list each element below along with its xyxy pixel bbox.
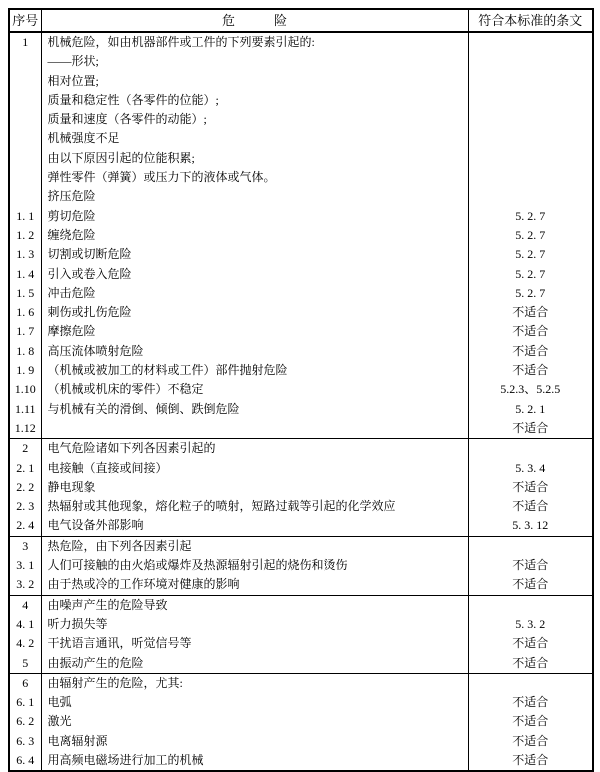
clause-cell: 不适合 (468, 303, 593, 322)
serial-number-cell: 3. 2 (9, 575, 41, 595)
hazard-cell: 质量和速度（各零件的动能）; (41, 110, 468, 129)
header-serial-number: 序号 (9, 9, 41, 32)
serial-number-cell: 1.11 (9, 400, 41, 419)
table-row (9, 712, 593, 731)
clause-cell: 不适合 (468, 322, 593, 341)
hazard-cell: 冲击危险 (41, 284, 468, 303)
serial-number-cell: 1. 3 (9, 245, 41, 264)
clause-cell (468, 536, 593, 556)
table-row (9, 732, 593, 751)
hazard-cell: 由于热或冷的工作环境对健康的影响 (41, 575, 468, 595)
hazard-cell: 由以下原因引起的位能积累; (41, 149, 468, 168)
table-row (9, 303, 593, 322)
serial-number-cell (9, 129, 41, 148)
table-row (9, 129, 593, 148)
table-row (9, 265, 593, 284)
hazard-cell: 电气危险诸如下列各因素引起的 (41, 439, 468, 459)
hazard-cell: 用高频电磁场进行加工的机械 (41, 751, 468, 771)
clause-cell (468, 91, 593, 110)
clause-cell: 5. 2. 7 (468, 284, 593, 303)
clause-cell (468, 32, 593, 52)
serial-number-cell (9, 52, 41, 71)
clause-cell: 不适合 (468, 751, 593, 771)
table-row (9, 419, 593, 439)
header-hazard: 危 险 (41, 9, 468, 32)
hazard-cell: 电接触（直接或间接） (41, 459, 468, 478)
serial-number-cell: 1. 1 (9, 207, 41, 226)
hazard-cell: 人们可接触的由火焰或爆炸及热源辐射引起的烧伤和烫伤 (41, 556, 468, 575)
serial-number-cell: 4. 2 (9, 634, 41, 653)
clause-cell (468, 110, 593, 129)
serial-number-cell (9, 72, 41, 91)
hazard-cell: 摩擦危险 (41, 322, 468, 341)
table-row (9, 168, 593, 187)
hazard-cell: 干扰语言通讯，听觉信号等 (41, 634, 468, 653)
table-row (9, 439, 593, 459)
hazard-cell: （机械或机床的零件）不稳定 (41, 380, 468, 399)
hazard-cell: 电弧 (41, 693, 468, 712)
serial-number-cell: 2. 4 (9, 516, 41, 536)
hazard-cell: 高压流体喷射危险 (41, 342, 468, 361)
table-row (9, 52, 593, 71)
hazard-cell: （机械或被加工的材料或工件）部件抛射危险 (41, 361, 468, 380)
table-row (9, 226, 593, 245)
clause-cell: 不适合 (468, 419, 593, 439)
table-row (9, 400, 593, 419)
clause-cell: 不适合 (468, 634, 593, 653)
clause-cell (468, 149, 593, 168)
serial-number-cell: 1. 6 (9, 303, 41, 322)
serial-number-cell: 3 (9, 536, 41, 556)
clause-cell: 不适合 (468, 478, 593, 497)
table-row (9, 497, 593, 516)
clause-cell (468, 595, 593, 615)
hazard-cell: 刺伤或扎伤危险 (41, 303, 468, 322)
hazard-cell: 质量和稳定性（各零件的位能）; (41, 91, 468, 110)
serial-number-cell: 3. 1 (9, 556, 41, 575)
serial-number-cell: 4. 1 (9, 615, 41, 634)
serial-number-cell (9, 110, 41, 129)
serial-number-cell: 2 (9, 439, 41, 459)
clause-cell: 5.2.3、5.2.5 (468, 380, 593, 399)
table-row (9, 380, 593, 399)
table-row (9, 575, 593, 595)
hazard-cell (41, 419, 468, 439)
hazard-cell: 听力损失等 (41, 615, 468, 634)
clause-cell: 不适合 (468, 732, 593, 751)
header-row (9, 9, 593, 32)
serial-number-cell: 1. 7 (9, 322, 41, 341)
serial-number-cell: 6. 1 (9, 693, 41, 712)
hazard-cell: 热危险，由下列各因素引起 (41, 536, 468, 556)
hazard-cell: 剪切危险 (41, 207, 468, 226)
hazard-cell: 静电现象 (41, 478, 468, 497)
hazard-cell: 由振动产生的危险 (41, 654, 468, 674)
serial-number-cell: 1. 9 (9, 361, 41, 380)
table-row (9, 595, 593, 615)
table-row (9, 536, 593, 556)
clause-cell: 5. 2. 7 (468, 226, 593, 245)
clause-cell (468, 168, 593, 187)
serial-number-cell: 1. 4 (9, 265, 41, 284)
table-row (9, 32, 593, 52)
header-conforming-clause: 符合本标准的条文 (468, 9, 593, 32)
hazard-cell: 电气设备外部影响 (41, 516, 468, 536)
table-row (9, 615, 593, 634)
hazard-cell: 由辐射产生的危险，尤其: (41, 673, 468, 693)
hazard-cell: 缠绕危险 (41, 226, 468, 245)
clause-cell: 不适合 (468, 712, 593, 731)
serial-number-cell: 6. 4 (9, 751, 41, 771)
table-row (9, 149, 593, 168)
serial-number-cell: 6. 3 (9, 732, 41, 751)
table-row (9, 751, 593, 771)
serial-number-cell (9, 187, 41, 206)
hazard-cell: ——形状; (41, 52, 468, 71)
serial-number-cell: 6. 2 (9, 712, 41, 731)
table-row (9, 207, 593, 226)
table-row (9, 634, 593, 653)
table-row (9, 245, 593, 264)
clause-cell: 5. 3. 4 (468, 459, 593, 478)
hazard-cell: 由噪声产生的危险导致 (41, 595, 468, 615)
serial-number-cell: 4 (9, 595, 41, 615)
clause-cell: 5. 3. 12 (468, 516, 593, 536)
clause-cell (468, 439, 593, 459)
table-body (9, 32, 593, 771)
table-row (9, 322, 593, 341)
table-row (9, 110, 593, 129)
hazard-cell: 机械强度不足 (41, 129, 468, 148)
serial-number-cell: 6 (9, 673, 41, 693)
table-row (9, 342, 593, 361)
table-row (9, 673, 593, 693)
clause-cell: 不适合 (468, 556, 593, 575)
table-row (9, 478, 593, 497)
serial-number-cell: 2. 1 (9, 459, 41, 478)
hazard-cell: 挤压危险 (41, 187, 468, 206)
hazard-cell: 切割或切断危险 (41, 245, 468, 264)
serial-number-cell: 2. 2 (9, 478, 41, 497)
serial-number-cell: 1. 2 (9, 226, 41, 245)
table-row (9, 516, 593, 536)
clause-cell (468, 187, 593, 206)
hazard-cell: 与机械有关的滑倒、倾倒、跌倒危险 (41, 400, 468, 419)
clause-cell: 5. 2. 1 (468, 400, 593, 419)
serial-number-cell: 1.10 (9, 380, 41, 399)
clause-cell: 不适合 (468, 654, 593, 674)
hazard-cell: 弹性零件（弹簧）或压力下的液体或气体。 (41, 168, 468, 187)
clause-cell: 不适合 (468, 361, 593, 380)
hazard-cell: 电离辐射源 (41, 732, 468, 751)
serial-number-cell: 1.12 (9, 419, 41, 439)
clause-cell: 5. 2. 7 (468, 265, 593, 284)
serial-number-cell (9, 149, 41, 168)
table-row (9, 91, 593, 110)
hazard-cell: 机械危险，如由机器部件或工件的下列要素引起的: (41, 32, 468, 52)
clause-cell: 不适合 (468, 575, 593, 595)
hazard-cell: 引入或卷入危险 (41, 265, 468, 284)
table-row (9, 72, 593, 91)
hazard-cell: 相对位置; (41, 72, 468, 91)
serial-number-cell: 1. 8 (9, 342, 41, 361)
clause-cell: 5. 2. 7 (468, 207, 593, 226)
clause-cell (468, 129, 593, 148)
table-row (9, 361, 593, 380)
hazard-cell: 热辐射或其他现象，熔化粒子的喷射，短路过载等引起的化学效应 (41, 497, 468, 516)
hazard-cell: 激光 (41, 712, 468, 731)
clause-cell: 不适合 (468, 693, 593, 712)
serial-number-cell (9, 91, 41, 110)
clause-cell (468, 673, 593, 693)
serial-number-cell: 1. 5 (9, 284, 41, 303)
serial-number-cell: 1 (9, 32, 41, 52)
hazard-table (8, 8, 594, 772)
clause-cell: 不适合 (468, 497, 593, 516)
table-row (9, 284, 593, 303)
table-row (9, 187, 593, 206)
table-row (9, 654, 593, 674)
serial-number-cell: 2. 3 (9, 497, 41, 516)
table-row (9, 693, 593, 712)
serial-number-cell (9, 168, 41, 187)
serial-number-cell: 5 (9, 654, 41, 674)
clause-cell (468, 52, 593, 71)
clause-cell: 不适合 (468, 342, 593, 361)
table-row (9, 556, 593, 575)
clause-cell (468, 72, 593, 91)
table-row (9, 459, 593, 478)
clause-cell: 5. 2. 7 (468, 245, 593, 264)
clause-cell: 5. 3. 2 (468, 615, 593, 634)
